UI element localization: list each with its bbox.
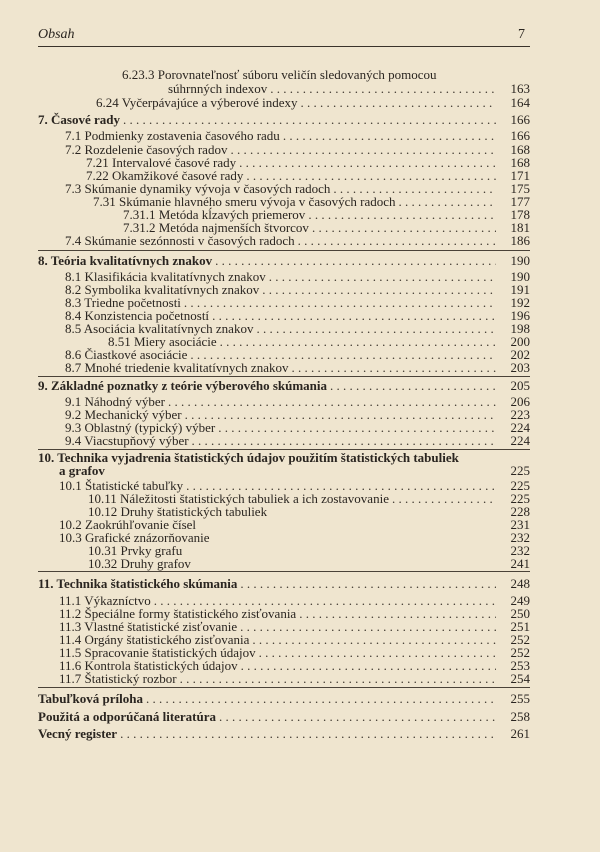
chapter-separator (38, 571, 530, 572)
toc-entry-title: 11. Technika štatistického skúmania (38, 576, 238, 591)
toc-entry-title: 8.4 Konzistencia početností (65, 308, 210, 323)
chapter-separator (38, 687, 530, 688)
toc-entry-title: 6.24 Vyčerpávajúce a výberové indexy (96, 95, 298, 110)
toc-entry-page: 232 (510, 530, 530, 545)
toc-entry-page: 164 (510, 95, 530, 110)
toc-entry-9-4 (65, 434, 530, 448)
toc-entry-page: 251 (510, 619, 530, 634)
chapter-separator (38, 376, 530, 377)
toc-entry-page: 232 (510, 543, 530, 558)
toc-entry-page: 231 (510, 517, 530, 532)
toc-entry-page: 250 (510, 606, 530, 621)
toc-entry-6-23-3: 6.23.3 Porovnateľnosť súboru veličín sledovaných pomocou (122, 67, 437, 82)
toc-entry-title: Tabuľková príloha (38, 691, 143, 706)
toc-entry-page: 224 (510, 433, 530, 448)
toc-entry-page: 175 (510, 181, 530, 196)
toc-chapter-11 (38, 577, 530, 591)
toc-entry-page: 241 (510, 556, 530, 571)
running-head: Obsah (38, 27, 75, 42)
toc-entry-title: 7.4 Skúmanie sezónnosti v časových radoch (65, 233, 295, 248)
toc-entry-page: 249 (510, 593, 530, 608)
toc-entry-title: 9.4 Viacstupňový výber (65, 433, 189, 448)
toc-literature (38, 710, 530, 724)
toc-entry-page: 177 (510, 194, 530, 209)
toc-entry-title: 7.31.2 Metóda najmenších štvorcov (123, 220, 309, 235)
toc-entry-page: 181 (510, 220, 530, 235)
toc-entry-title: 11.6 Kontrola štatistických údajov (59, 658, 238, 673)
toc-entry-title: 8.6 Čiastkové asociácie (65, 347, 188, 362)
toc-entry-title: 10.12 Druhy štatistických tabuliek (88, 504, 268, 519)
toc-entry-11-7 (59, 672, 530, 686)
toc-entry-page: 225 (510, 478, 530, 493)
toc-entry-title: 11.4 Orgány štatistického zisťovania (59, 632, 250, 647)
toc-entry-page: 203 (510, 360, 530, 375)
toc-entry-title: 7.22 Okamžikové časové rady (86, 168, 244, 183)
toc-entry-title: a grafov (59, 463, 105, 478)
toc-entry-title: 8.7 Mnohé triedenie kvalitatívnych znakov (65, 360, 289, 375)
toc-entry-page: 252 (510, 632, 530, 647)
toc-entry-title: súhrnných indexov (168, 81, 268, 96)
toc-entry-page: 190 (510, 253, 530, 268)
toc-entry-page: 171 (510, 168, 530, 183)
toc-entry-7-4 (65, 234, 530, 248)
toc-entry-page: 166 (510, 112, 530, 127)
toc-entry-title: Vecný register (38, 726, 118, 741)
toc-entry-title: 7.1 Podmienky zostavenia časového radu (65, 128, 280, 143)
toc-entry-title: 10.2 Zaokrúhľovanie čísel (59, 517, 197, 532)
toc-entry-title: 9.3 Oblastný (typický) výber (65, 420, 216, 435)
toc-entry-title: 11.5 Spracovanie štatistických údajov (59, 645, 256, 660)
toc-index (38, 727, 530, 741)
chapter-separator (38, 250, 530, 251)
toc-entry-page: 254 (510, 671, 530, 686)
toc-entry-page: 228 (510, 504, 530, 519)
toc-entry-title: 10.3 Grafické znázorňovanie (59, 530, 210, 545)
toc-entry-title: 8.51 Miery asociácie (108, 334, 217, 349)
toc-entry-title: 11.1 Výkazníctvo (59, 593, 151, 608)
header-rule (38, 46, 530, 47)
toc-entry-page: 205 (510, 378, 530, 393)
toc-entry-page: 191 (510, 282, 530, 297)
toc-entry-title: 7. Časové rady (38, 112, 120, 127)
toc-entry-title: 10.31 Prvky grafu (88, 543, 183, 558)
toc-chapter-10-cont (59, 464, 530, 478)
toc-chapter-7 (38, 113, 530, 127)
toc-entry-page: 252 (510, 645, 530, 660)
toc-entry-page: 168 (510, 155, 530, 170)
toc-entry-page: 196 (510, 308, 530, 323)
toc-entry-page: 258 (510, 709, 530, 724)
toc-entry-page: 255 (510, 691, 530, 706)
toc-entry-page: 223 (510, 407, 530, 422)
toc-entry-title: 7.21 Intervalové časové rady (86, 155, 237, 170)
toc-entry-title: 8.5 Asociácia kvalitatívnych znakov (65, 321, 254, 336)
toc-appendix-tables (38, 692, 530, 706)
toc-entry-title: 11.7 Štatistický rozbor (59, 671, 177, 686)
toc-entry-page: 261 (510, 726, 530, 741)
toc-entry-page: 253 (510, 658, 530, 673)
toc-entry-title: 7.3 Skúmanie dynamiky vývoja v časových radoch (65, 181, 331, 196)
toc-entry-title: 11.3 Vlastné štatistické zisťovanie (59, 619, 238, 634)
toc-entry-page: 225 (510, 463, 530, 478)
toc-chapter-9 (38, 379, 530, 393)
toc-entry-page: 192 (510, 295, 530, 310)
toc-entry-title: 7.31 Skúmanie hlavného smeru vývoja v časových radoch (93, 194, 396, 209)
toc-entry-page: 202 (510, 347, 530, 362)
toc-entry-title: 10.11 Náležitosti štatistických tabuliek a ich zostavovanie (88, 491, 389, 506)
toc-entry-6-24 (96, 96, 530, 110)
toc-entry-page: 225 (510, 491, 530, 506)
toc-entry-6-23-3-cont (168, 82, 530, 96)
toc-entry-title: Použitá a odporúčaná literatúra (38, 709, 217, 724)
toc-entry-8-7 (65, 361, 530, 375)
toc-entry-title: 7.2 Rozdelenie časových radov (65, 142, 228, 157)
toc-entry-title: 8.3 Triedne početnosti (65, 295, 181, 310)
toc-entry-page: 224 (510, 420, 530, 435)
toc-entry-title: 9.2 Mechanický výber (65, 407, 182, 422)
toc-entry-title: 9.1 Náhodný výber (65, 394, 166, 409)
toc-entry-10-32 (88, 557, 530, 571)
toc-entry-page: 190 (510, 269, 530, 284)
toc-chapter-10: 10. Technika vyjadrenia štatistických údajov použitím štatistických tabuliek (38, 450, 459, 465)
toc-entry-page: 198 (510, 321, 530, 336)
toc-entry-page: 166 (510, 128, 530, 143)
toc-entry-title: 7.31.1 Metóda kĺzavých priemerov (123, 207, 306, 222)
toc-entry-title: 8. Teória kvalitatívnych znakov (38, 253, 213, 268)
toc-entry-title: 9. Základné poznatky z teórie výberového skúmania (38, 378, 328, 393)
toc-entry-page: 168 (510, 142, 530, 157)
toc-entry-title: 8.1 Klasifikácia kvalitatívnych znakov (65, 269, 266, 284)
toc-entry-page: 200 (510, 334, 530, 349)
toc-entry-title: 11.2 Špeciálne formy štatistického zisťovania (59, 606, 297, 621)
toc-entry-page: 206 (510, 394, 530, 409)
toc-entry-page: 186 (510, 233, 530, 248)
toc-entry-page: 248 (510, 576, 530, 591)
toc-entry-page: 163 (510, 81, 530, 96)
toc-entry-title: 10.32 Druhy grafov (88, 556, 191, 571)
toc-entry-page: 178 (510, 207, 530, 222)
toc-chapter-8 (38, 254, 530, 268)
toc-entry-7-1 (65, 129, 530, 143)
page-number: 7 (518, 27, 525, 42)
toc-entry-title: 10.1 Štatistické tabuľky (59, 478, 184, 493)
toc-entry-title: 8.2 Symbolika kvalitatívnych znakov (65, 282, 260, 297)
